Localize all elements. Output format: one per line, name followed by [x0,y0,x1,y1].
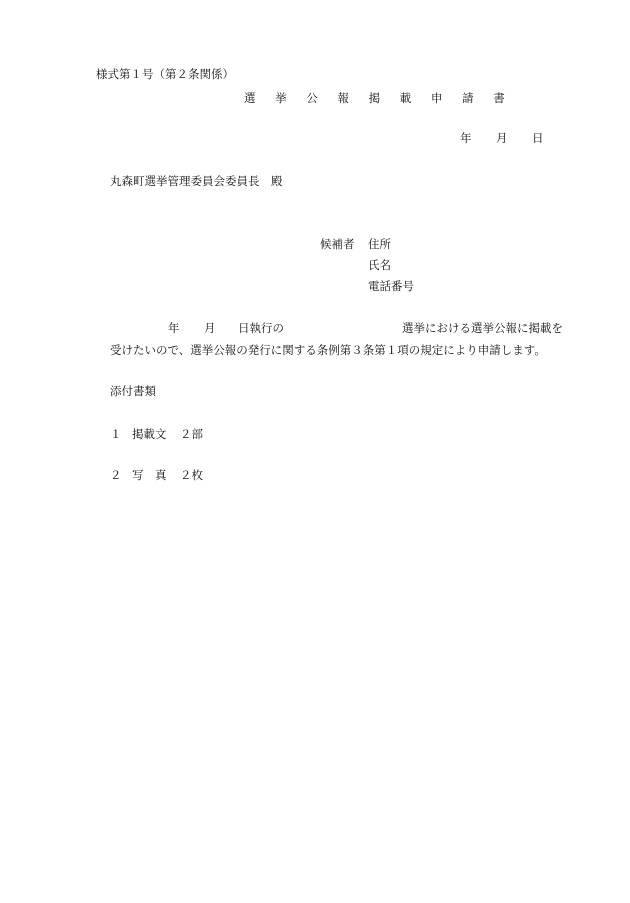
phone-label: 電話番号 [368,279,414,293]
body-month: 月 [204,321,216,335]
attachment-number: ２ [110,468,122,482]
attachments-heading: 添付書類 [110,384,156,398]
body-election-text: 選挙における選挙公報に掲載を [402,321,563,335]
date-month: 月 [496,131,508,145]
body-day-exec: 日執行の [238,321,284,335]
form-number: 様式第１号（第２条関係） [96,67,234,81]
attachment-number: １ [110,427,122,441]
addressee: 丸森町選挙管理委員会委員長 殿 [110,174,283,188]
name-label: 氏名 [368,258,391,272]
attachment-name: 掲載文 [132,427,167,441]
page-title: 選 挙 公 報 掲 載 申 請 書 [244,91,513,105]
address-label: 住所 [368,237,391,251]
attachment-qty: ２部 [180,427,203,441]
attachment-qty: ２枚 [180,468,203,482]
date-day: 日 [532,131,544,145]
attachment-name: 写 真 [132,468,167,482]
body-line-2: 受けたいので、選挙公報の発行に関する条例第３条第１項の規定により申請します。 [110,343,546,357]
body-year: 年 [168,321,180,335]
applicant-role: 候補者 [320,237,355,251]
date-year: 年 [460,131,472,145]
